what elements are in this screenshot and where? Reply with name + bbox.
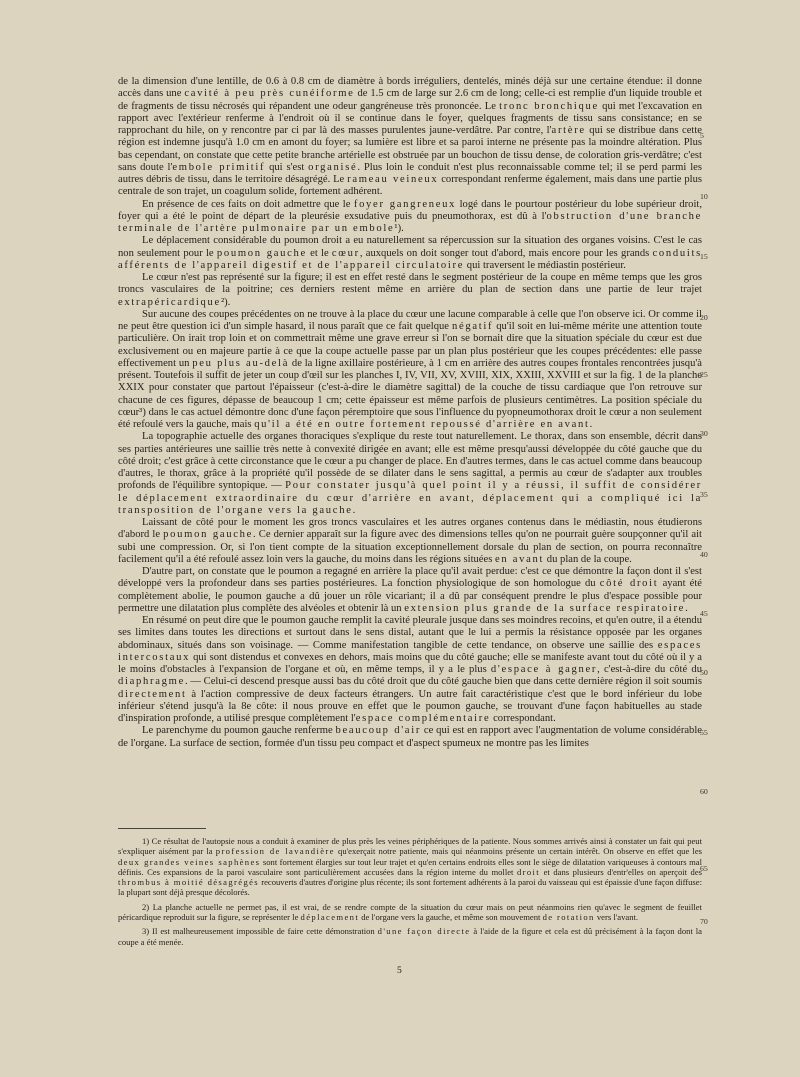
text-run: Le déplacement considérable du poumon droit a eu naturellement sa répercussion sur la situation des organes voisins. C'est le cas non seulement pour le xyxy=(118,235,702,259)
spaced-emphasis: espaces intercostaux xyxy=(118,639,702,663)
body-paragraph xyxy=(118,725,702,750)
footnote-separator xyxy=(118,828,206,829)
text-run: qui sont distendus et convexes en dehors, mais moins que du côté gauche; elle se manifeste avant tout du côté où il y a le moins d'obstacles à l'expansion de l'organe et où, en même temps, il y a le plus xyxy=(118,651,702,675)
body-paragraph xyxy=(118,566,702,615)
line-number-margin xyxy=(700,0,720,1077)
spaced-emphasis: directement xyxy=(118,688,187,700)
footnote xyxy=(118,836,702,898)
line-number: 15 xyxy=(700,252,708,261)
line-number: 35 xyxy=(700,490,708,499)
text-run: 3) Il est malheureusement impossible de faire cette démonstration xyxy=(142,926,378,937)
page-number: 5 xyxy=(397,966,402,976)
text-run: de 1.5 cm de large sur 2.6 cm de long; celle-ci est remplie d'un liquide trouble et de fragments de tissu nécrosés qui répandent une odeur gangréneuse très prononcée. Le xyxy=(118,88,702,112)
text-run: de la dimension d'une lentille, de 0.6 à 0.8 cm de diamètre à bords irréguliers, dentelés, minés déjà sur une certaine étendue: il donne accès dans une xyxy=(118,76,702,100)
line-number: 25 xyxy=(700,370,708,379)
text-run: sont fortement élargies sur tout leur trajet et qu'en certains endroits elles sont le siège de dilatation variqueuses à contours mal définis. Ces expansions de la paroi vasculaire sont particulièrement accusées dans la région interne du mollet xyxy=(118,856,702,877)
spaced-emphasis: déplacement xyxy=(300,912,360,923)
body-paragraph xyxy=(118,272,702,309)
spaced-emphasis: cavité à peu près cunéiforme xyxy=(184,88,355,100)
main-text xyxy=(118,76,702,750)
body-paragraph xyxy=(118,199,702,236)
text-run: Le parenchyme du poumon gauche renferme xyxy=(142,725,336,737)
line-number: 40 xyxy=(700,550,708,559)
text-run: Sur aucune des coupes précédentes on ne trouve à la place du cœur une lacune comparable à celle que l'on observe ici. Or comme il ne peut être question ici d'un simple hasard, il nous paraît que ce fait quelque xyxy=(118,308,702,332)
text-run: D'autre part, on constate que le poumon a regagné en arrière la place qu'il avait perdue: c'est ce que démontre la façon dont il s'est développé vers la profondeur dans ses parties postérieures. La fonction physiologique de son homologue du xyxy=(118,566,702,590)
spaced-emphasis: côté droit xyxy=(599,578,659,590)
line-number: 50 xyxy=(700,668,708,677)
text-run: . xyxy=(685,602,688,614)
text-run: de l'organe vers la gauche, et même son mouvement xyxy=(359,912,543,923)
body-paragraph xyxy=(118,309,702,432)
spaced-emphasis: diaphragme xyxy=(118,676,185,688)
text-run: correspondant. xyxy=(490,713,556,724)
text-run: ²). xyxy=(220,296,231,308)
text-run: et le xyxy=(306,247,332,259)
spaced-emphasis: en avant xyxy=(494,553,545,565)
spaced-emphasis: extension plus grande de la surface respiratoire xyxy=(404,602,686,614)
text-run: . Ce dernier apparaît sur la figure avec des dimensions telles qu'on ne pourrait guère soupçonner qu'il ait subi une compression. Or, si l'on tient compte de la situation exceptionnellement dorsale du plan de section, on pourra reconnaître facilement qu'il a été refoulé assez loin vers la gauche, du moins dans les régions situées xyxy=(118,529,702,565)
line-number: 55 xyxy=(700,728,708,737)
text-run: ¹). xyxy=(394,223,404,234)
spaced-emphasis: artère xyxy=(551,125,586,136)
text-run: Le cœur n'est pas représenté sur la figure; il est en effet resté dans le segment postérieur de la coupe en même temps que les gros troncs vasculaires de la poitrine; ces derniers restent même en arrière du plan de section dans une partie de leur trajet xyxy=(118,272,702,296)
footnote xyxy=(118,926,702,947)
body-paragraph xyxy=(118,235,702,272)
text-run: à l'action compressive de deux facteurs étrangers. Un autre fait caractéristique c'est que le bord inférieur du lobe inférieur s'étend jusqu'à la 8e côte: il nous prouve en effet que le poumon gauche, se trouvant d'une façon habituelles au stade d'inspiration profonde, a utilisé presque complètement l' xyxy=(118,688,702,724)
text-run: qu'exerçait notre patiente, mais qui néanmoins présente un certain intérêt. On observe en effet que les xyxy=(334,846,702,857)
line-number: 30 xyxy=(700,429,708,438)
text-run: qui traversent le médiastin postérieur. xyxy=(464,259,626,271)
text-run: , c'est-à-dire du côté du xyxy=(597,664,702,675)
spaced-emphasis: foyer gangreneux xyxy=(353,198,457,210)
footnotes xyxy=(118,836,702,951)
text-run: correspondant renferme également, mais dans une partie plus centrale de son trajet, un coagulum solide, fortement adhérent. xyxy=(118,174,702,198)
body-paragraph xyxy=(118,76,702,199)
line-number: 65 xyxy=(700,864,708,873)
spaced-emphasis: profession de lavandière xyxy=(215,846,335,857)
spaced-emphasis: poumon gauche xyxy=(163,529,254,541)
line-number: 10 xyxy=(700,192,708,201)
body-paragraph xyxy=(118,615,702,725)
text-run: En résumé on peut dire que le poumon gauche remplit la cavité pleurale jusque dans ses moindres recoins, et qu'en outre, il a étendu ses limites dans toutes les directions et surtout dans le sens distal, autant que le lui a permis la résistance opposée par les organes abdominaux, situés dans son voisinage. — Comme manifestation tangible de cette tendance, on observe une saillie des xyxy=(118,615,702,651)
spaced-emphasis: cœur xyxy=(331,247,360,259)
text-run: vers l'avant. xyxy=(594,912,639,923)
spaced-emphasis: d'espace à gagner xyxy=(490,664,598,675)
body-paragraph xyxy=(118,431,702,517)
text-run: du plan de la coupe. xyxy=(544,553,632,565)
spaced-emphasis: tronc bronchique xyxy=(499,100,599,112)
text-run: En présence de ces faits on doit admettre que le xyxy=(142,198,354,210)
text-run: Laissant de côté pour le moment les gros troncs vasculaires et les autres organes contenus dans le médiastin, nous étudierons d'abord le xyxy=(118,517,702,541)
text-run: . xyxy=(589,419,593,430)
text-run: ayant été complètement abolie, le poumon gauche a dû jouer un rôle vicariant; il a dû par conséquent prendre le plus d'espace possible pour permettre une dilatation plus complète des alvéoles et obtenir là un xyxy=(118,578,702,614)
spaced-emphasis: négatif xyxy=(451,321,494,332)
spaced-emphasis: d'une façon directe xyxy=(377,926,471,937)
footnote xyxy=(118,902,702,923)
text-run: , auxquels on doit songer tout d'abord, mais encore pour les grands xyxy=(359,247,653,259)
spaced-emphasis: rameau veineux xyxy=(347,174,439,185)
spaced-emphasis: poumon gauche xyxy=(216,247,307,259)
text-run: et dans plusieurs d'entr'elles on aperçoit des xyxy=(540,866,703,877)
spaced-emphasis: peu plus au-delà xyxy=(192,357,290,369)
text-run: . — Celui-ci descend presque aussi bas du côté droit que du côté gauche bien que dans cette dernière région il soit soumis xyxy=(184,676,702,688)
line-number: 20 xyxy=(700,313,708,322)
spaced-emphasis: thrombus à moitié désagrégés xyxy=(118,877,260,888)
spaced-emphasis: extrapéricardique xyxy=(118,296,221,308)
spaced-emphasis: Pour constater jusqu'à quel point il y a réussi, il suffit de considérer le déplacement extraordinaire du cœur d'arrière en avant, déplacement qui a compliqué ici la transposition de l'organe vers la gauche. xyxy=(118,480,702,516)
line-number: 45 xyxy=(700,609,708,618)
spaced-emphasis: droit xyxy=(516,866,541,877)
spaced-emphasis: conduits afférents de l'appareil digestif et de l'appareil circulatoire xyxy=(118,247,702,271)
text-run: recouverts d'autres d'origine plus récente; ils sont fortement adhérents à la paroi du vaisseau qui est épaissie d'une façon diffuse: la plupart sont déjà presque décolorés. xyxy=(118,877,702,898)
spaced-emphasis: obstruction d'une branche terminale de l'artère pulmonaire par un embole xyxy=(118,210,702,234)
line-number: 60 xyxy=(700,787,708,796)
text-run: à l'aide de la figure et cela est dû précisément à la façon dont la coupe a été menée. xyxy=(118,926,702,947)
line-number: 5 xyxy=(700,131,704,140)
text-run: qu'il soit en lui-même mérite une attention toute particulière. On irait trop loin et on commettrait même une grave erreur si l'on se bornait dire que la situation spéciale du cœur est due exclusivement ou en majeure partie à ce que la coupe actuelle passe par un plan plus postérieur que les coupes précédentes: elle passe effectivement un xyxy=(118,321,702,369)
line-number: 70 xyxy=(700,917,708,926)
spaced-emphasis: deux grandes veines saphènes xyxy=(118,856,261,867)
text-run: qui se distribue dans cette région est indemne jusqu'à 1.0 cm en amont du foyer; sa lumière est libre et sa paroi interne ne présente pas la moindre altération. Plus bas cependant, on constate que cette petite branche artérielle est obstruée par un bouchon de tissu dense, de coloration gris-verdâtre; c'est sans doute l' xyxy=(118,125,702,173)
text-run: . Plus loin le conduit n'est plus reconnaissable comme tel; il se perd parmi les autres débris de tissu, dans le territoire désagrégé. Le xyxy=(118,161,702,185)
spaced-emphasis: beaucoup d'air xyxy=(335,725,422,737)
spaced-emphasis: qu'il a été en outre fortement repoussé d'arrière en avant xyxy=(254,419,590,430)
spaced-emphasis: embole primitif xyxy=(172,161,266,173)
text-run: de la ligne axillaire postérieure, à 1 cm en arrière des autres coupes frontales rencontrées jusqu'à présent. Toutefois il suffit de jeter un coup d'œil sur les planches I, IV, VII, XV, XVIII, XIX, XXIII, XXVIII et sur la fig. 1 de la planche XXIX pour constater que partout l'épaisseur (c'est-à-dire le diamètre sagittal) de la couche de tissu cardiaque que l'on retrouve sur chacune de ces figures, dépasse de beaucoup 1 cm; cette épaisseur est même parfois de plusieurs centimètres. La position spéciale du cœur³) dans le cas actuel démontre donc d'une façon péremptoire que sous l'influence du pyopneumothorax droit le cœur a non seulement été refoulé vers la gauche, mais xyxy=(118,357,702,430)
text-run: qui s'est xyxy=(265,161,309,173)
text-run: ce qui est en rapport avec l'augmentation de volume considérable de l'organe. La surface de section, formée d'un tissu peu compact et d'aspect spumeux ne montre pas les limites xyxy=(118,725,702,749)
spaced-emphasis: espace complémentaire xyxy=(355,713,491,724)
text-run: qui met l'excavation en rapport avec l'extérieur renferme à l'endroit où il se continue dans le foyer, quelques fragments de tissu sans consistance; en se rapprochant du hile, on y rencontre par ci par là des masses purulentes jaune-verdâtre. Par contre, l' xyxy=(118,100,702,136)
spaced-emphasis: de rotation xyxy=(542,912,595,923)
text-run: La topographie actuelle des organes thoraciques s'explique du reste tout naturellement. Le thorax, dans son ensemble, décrit dans ses parties antérieures une saillie très nette à convexité dirigée en avant; elle est même presqu'aussi développée du côté gauche que du côté droit; c'est grâce à cette circonstance que le cœur a pu changer de place. En d'autres termes, dans le cas actuel comme dans beaucoup d'autres, le thorax, grâce à la propriété qu'il possède de se dilater dans le sens sagittal, a permis au cœur de s'adapter aux troubles profonds de l'équilibre syntopique. — xyxy=(118,431,702,492)
text-run: 1) Ce résultat de l'autopsie nous a conduit à examiner de plus près les veines périphériques de la patiente. Nous sommes arrivés ainsi à constater un fait qui peut s'expliquer aisément par la xyxy=(118,836,702,857)
text-run: logé dans le pourtour postérieur du lobe supérieur droit, foyer qui a été le point de départ de la pleurésie exsudative puis du pneumothorax, est dû à l' xyxy=(118,198,702,222)
text-run: 2) La planche actuelle ne permet pas, il est vrai, de se rendre compte de la situation du cœur mais on peut néanmoins rien qu'avec le segment de feuillet péricardique reproduit sur la figure, se représenter le xyxy=(118,901,702,923)
body-paragraph xyxy=(118,517,702,566)
spaced-emphasis: organisé xyxy=(308,161,358,173)
